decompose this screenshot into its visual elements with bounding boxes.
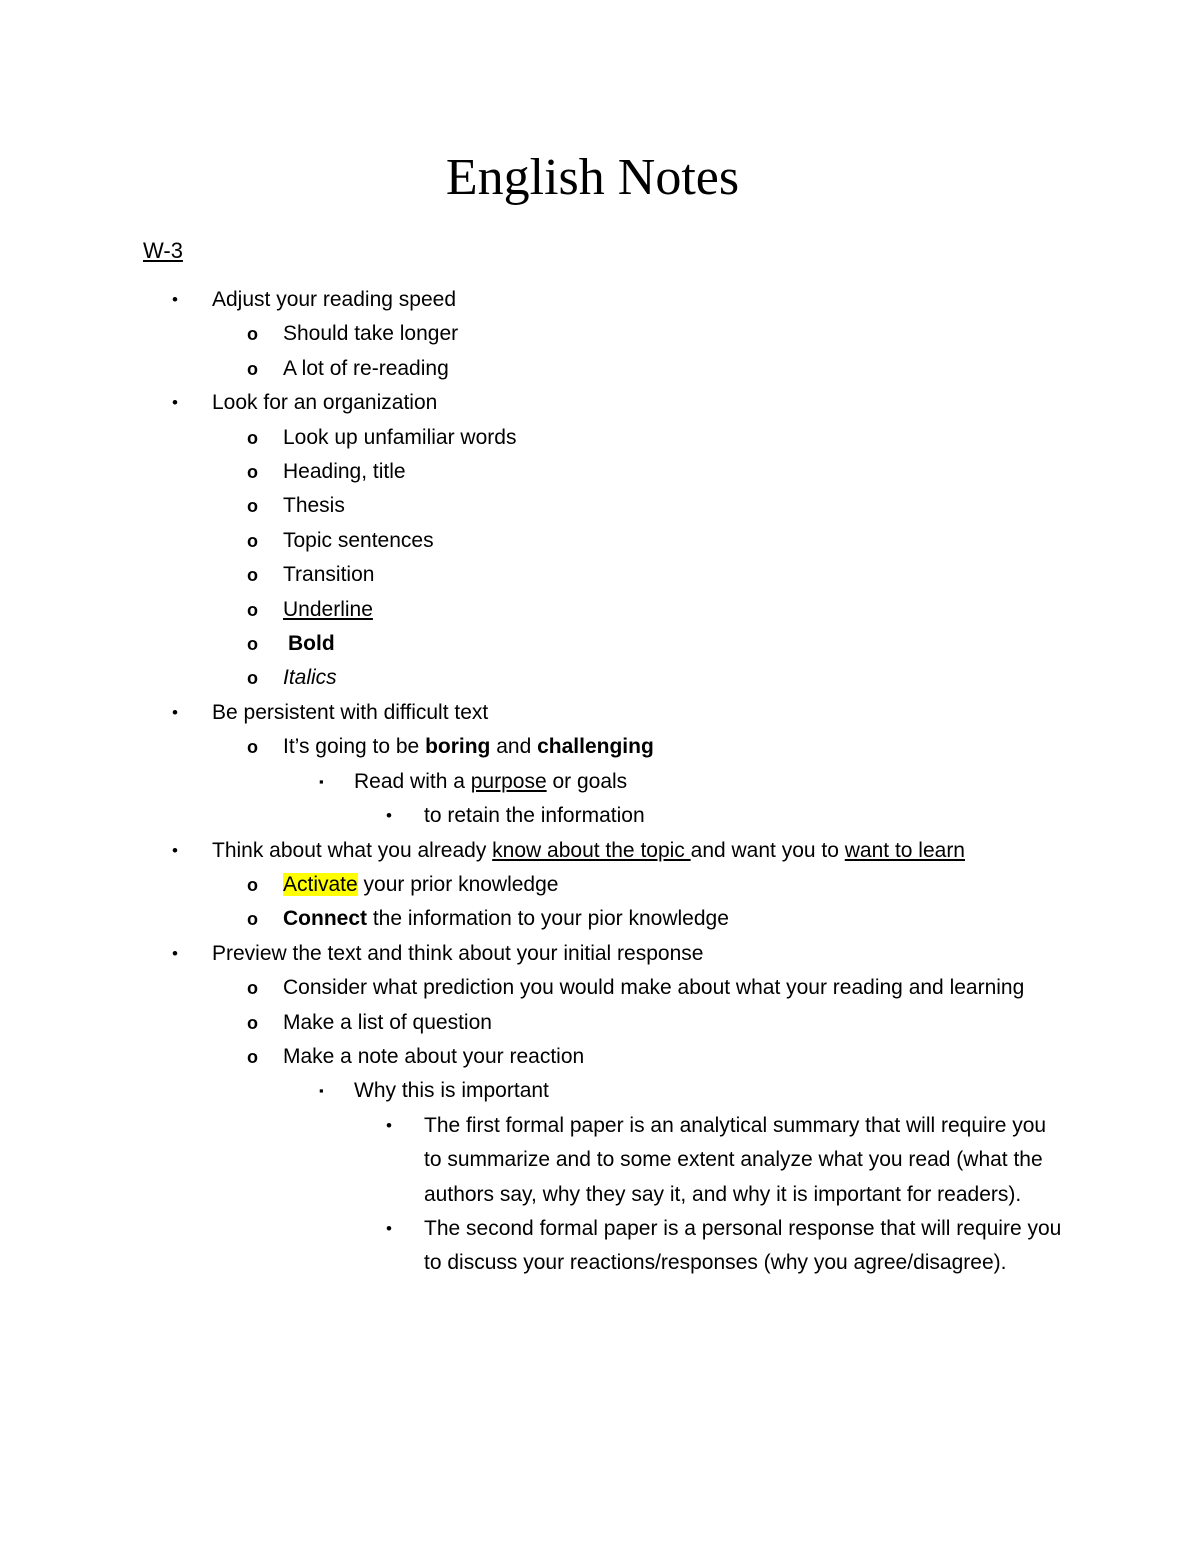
bullet-marker: o <box>247 599 258 620</box>
list-item <box>0 627 1200 661</box>
bullet-marker: o <box>247 668 258 689</box>
bullet-marker: o <box>247 530 258 551</box>
page-title: English Notes <box>445 149 740 206</box>
list-item: o Connect the information to your pior knowledge <box>0 902 1200 936</box>
bullet-marker: o <box>247 358 258 379</box>
bullet-marker: • <box>172 290 178 309</box>
notes-list <box>0 283 1200 1281</box>
bullet-marker: o <box>247 324 258 345</box>
bullet-marker: o <box>247 427 258 448</box>
bold-example: Bold <box>288 632 335 656</box>
bullet-marker: o <box>247 634 258 655</box>
list-item: o Activate your prior knowledge <box>0 868 1200 902</box>
list-item: o Heading, title <box>0 455 1200 489</box>
underline-example: Underline <box>283 597 373 621</box>
list-item: • to retain the information <box>0 799 1200 833</box>
list-item: • Think about what you already know about the topic and want you to want to learn <box>0 834 1052 868</box>
list-item: o Look up unfamiliar words <box>0 421 1200 455</box>
list-item <box>0 593 1200 627</box>
highlighted-word: Activate <box>283 872 358 896</box>
bullet-marker: • <box>172 840 178 860</box>
week-heading: W-3 <box>143 238 183 263</box>
bullet-marker: o <box>247 462 258 483</box>
bullet-marker: • <box>172 943 178 963</box>
bullet-marker: • <box>386 1115 392 1135</box>
list-item: o Transition <box>0 558 1200 592</box>
bullet-marker: o <box>247 874 258 895</box>
bullet-marker: o <box>247 565 258 586</box>
list-item: • Preview the text and think about your initial response <box>0 937 1200 971</box>
bullet-marker: • <box>172 393 178 413</box>
list-item: o It’s going to be boring and challenging <box>0 730 1200 764</box>
list-item: • Adjust your reading speed <box>0 283 1200 317</box>
bullet-marker: ▪ <box>319 773 324 789</box>
bullet-marker: o <box>247 1012 258 1033</box>
bullet-marker: ▪ <box>319 1083 324 1099</box>
list-item: • The first formal paper is an analytical summary that will require you to summarize and to some extent analyze what you read (what the authors say, why they say it, and why it is important for readers). <box>0 1109 1064 1212</box>
bullet-marker: o <box>247 978 258 999</box>
bullet-marker: o <box>247 909 258 930</box>
bullet-marker: • <box>172 702 178 722</box>
list-item: o Topic sentences <box>0 524 1200 558</box>
italics-example: Italics <box>283 666 337 690</box>
list-item: o Consider what prediction you would make about what your reading and learning <box>0 971 1043 1005</box>
list-item: • Look for an organization <box>0 386 1200 420</box>
list-item: o Make a note about your reaction <box>0 1040 1200 1074</box>
bullet-marker: o <box>247 737 258 758</box>
bullet-marker: o <box>247 496 258 517</box>
list-item: o Should take longer <box>0 317 1200 351</box>
bullet-marker: • <box>386 1218 392 1238</box>
list-item: o Thesis <box>0 489 1200 523</box>
list-item: o A lot of re-reading <box>0 352 1200 386</box>
list-item: ▪ Read with a purpose or goals <box>0 765 1200 799</box>
list-item <box>0 661 1200 695</box>
list-item: • The second formal paper is a personal response that will require you to discuss your reactions/responses (why you agree/disagree). <box>0 1212 1064 1281</box>
list-item: • Be persistent with difficult text <box>0 696 1200 730</box>
list-item: o Make a list of question <box>0 1006 1200 1040</box>
bullet-marker: • <box>386 806 392 826</box>
list-item: ▪ Why this is important <box>0 1074 1200 1108</box>
bullet-marker: o <box>247 1046 258 1067</box>
